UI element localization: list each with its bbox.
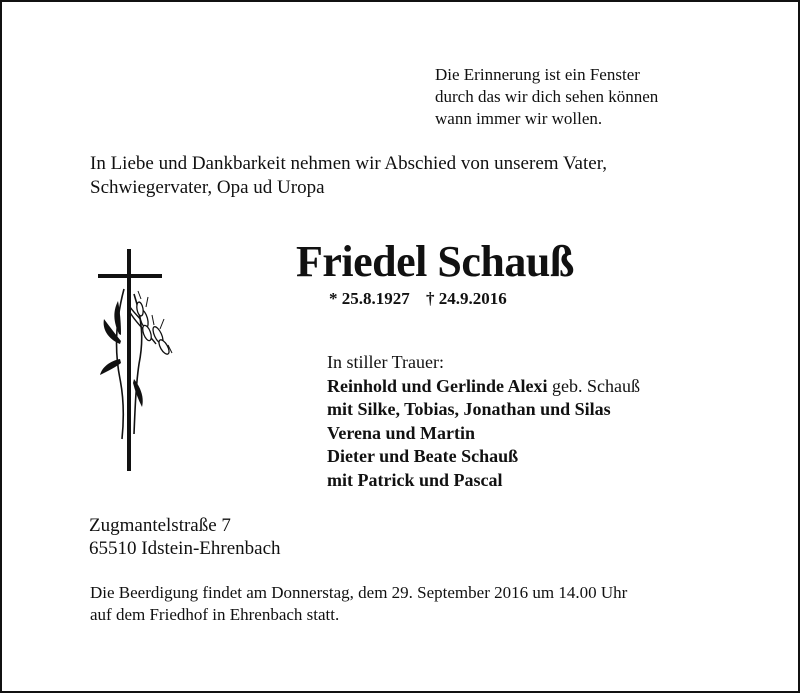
mourners-list xyxy=(327,351,640,492)
life-dates xyxy=(329,287,519,311)
memorial-quote xyxy=(435,64,658,130)
mourner-maiden-name: geb. Schauß xyxy=(547,375,641,396)
quote-line: durch das wir dich sehen können xyxy=(435,87,659,106)
mourner-line: mit Patrick und Pascal xyxy=(327,469,503,490)
cross-with-wheat-icon xyxy=(94,249,176,474)
funeral-line: Die Beerdigung findet am Donnerstag, dem 29. September 2016 um 14.00 Uhr xyxy=(90,583,628,602)
mourner-line: Verena und Martin xyxy=(327,422,476,443)
mourner-names: Reinhold und Gerlinde Alexi xyxy=(327,375,548,396)
intro-line: Schwiegervater, Opa ud Uropa xyxy=(90,177,325,198)
address-city: 65510 Idstein-Ehrenbach xyxy=(89,538,281,559)
mourner-line: mit Silke, Tobias, Jonathan und Silas xyxy=(327,399,611,419)
mourner-line xyxy=(327,375,640,399)
funeral-details xyxy=(90,582,627,626)
family-address xyxy=(89,514,281,560)
mourners-heading: In stiller Trauer: xyxy=(327,352,444,372)
birth-date: * 25.8.1927 xyxy=(329,289,410,308)
quote-line: wann immer wir wollen. xyxy=(435,109,603,128)
address-street: Zugmantelstraße 7 xyxy=(89,515,231,536)
deceased-name: Friedel Schauß xyxy=(296,237,574,286)
funeral-line: auf dem Friedhof in Ehrenbach statt. xyxy=(90,605,340,624)
mourner-line: Dieter und Beate Schauß xyxy=(327,446,519,466)
farewell-intro xyxy=(90,152,607,200)
death-date: † 24.9.2016 xyxy=(426,289,507,308)
quote-line: Die Erinnerung ist ein Fenster xyxy=(435,65,640,84)
intro-line: In Liebe und Dankbarkeit nehmen wir Abschied von unserem Vater, xyxy=(90,153,608,174)
